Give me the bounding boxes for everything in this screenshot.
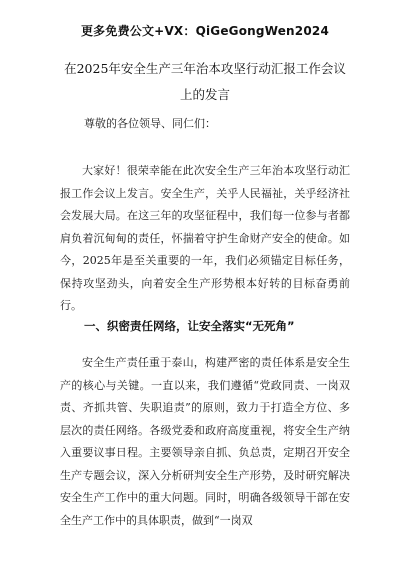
body-paragraph: 大家好！很荣幸能在此次安全生产三年治本攻坚行动汇报工作会议上发言。安全生产，关乎人民福祉，关乎经济社会发展大局。在这三年的攻坚征程中，我们每一位参与者都肩负着沉甸甸的责任，怀揣着守护生命财产安全的使命。如今，2025年是至关重要的一年，我们必须锚定目标任务，保持攻坚劲头，向着安全生产形势根本好转的目标奋勇前行。 bbox=[60, 164, 350, 312]
salutation: 尊敬的各位领导、同仁们： bbox=[84, 117, 216, 130]
header-note: 更多免费公文+VX：QiGeGongWen2024 bbox=[80, 24, 329, 38]
document-title: 在2025年安全生产三年治本攻坚行动汇报工作会议上的发言 bbox=[64, 61, 346, 102]
section-heading: 一、织密责任网络，让安全落实“无死角” bbox=[84, 319, 295, 333]
section-paragraph: 安全生产责任重于泰山，构建严密的责任体系是安全生产的核心与关键。一直以来，我们遵循“党政同责、一岗双责、齐抓共管、失职追责”的原则，致力于打造全方位、多层次的责任网络。各级党委和政府高度重视，将安全生产纳入重要议事日程。主要领导亲自抓、负总责，定期召开安全生产专题会议，深入分析研判安全生产形势，及时研究解决安全生产工作中的重大问题。同时，明确各级领导干部在安全生产工作中的具体职责，做到“一岗双 bbox=[60, 356, 350, 527]
